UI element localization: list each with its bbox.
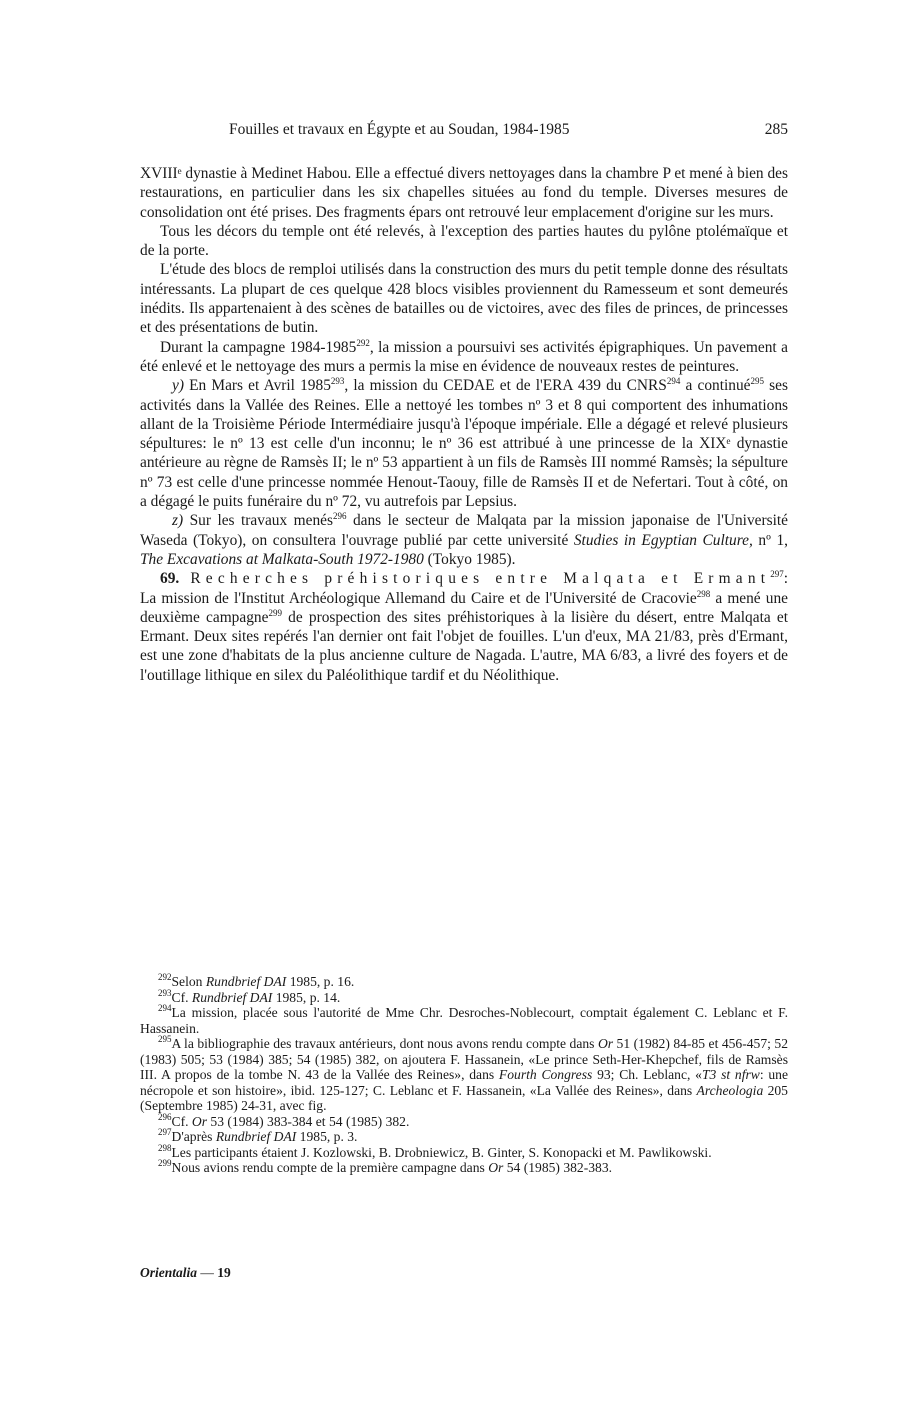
journal-title: Or xyxy=(191,1113,207,1129)
journal-title: Or xyxy=(488,1160,504,1175)
text-run: : une nécropole et son histoire», ibid. 125-127; C. Leblanc et F. Hassanein, «La Vallée des Reines», dans xyxy=(140,1067,788,1098)
footnote-number: 292 xyxy=(158,972,172,982)
item-label: y) xyxy=(172,377,184,395)
text-run: Sur les travaux menés xyxy=(183,512,333,530)
journal-title: Or xyxy=(597,1036,614,1051)
footnote-ref: 298 xyxy=(696,588,711,599)
paragraph xyxy=(140,338,788,377)
text-run: L'étude des blocs de remploi utilisés dans la construction des murs du petit temple donne des résultats intéressants. La plupart de ces quelque 428 blocs visibles proviennent du Ramesseum et sont demeurés inédits. Ils appartenaient à des scènes de batailles ou de victoires, avec des files de princes, de princesses et des présentations de butin. xyxy=(140,261,788,337)
text-run: 54 (1985) 382-383. xyxy=(503,1160,613,1175)
transliteration: T3 st nfrw xyxy=(701,1067,760,1082)
footnote xyxy=(140,974,788,990)
paragraph xyxy=(140,511,788,569)
text-run: 205 (Septembre 1985) 24-31, avec fig. xyxy=(140,1082,788,1113)
footnotes xyxy=(140,974,788,1176)
text-run: Cf. xyxy=(171,989,192,1005)
text-run: 51 (1982) 84-85 et 456-457; 52 (1983) 505; 53 (1984) 385; 54 (1985) 382, on ajoutera F. Hassanein, «Le prince Seth-Her-Khepchef, fils de Ramsès III. A propos de la tombe N. 43 de la Vallée des Reines», dans xyxy=(140,1036,788,1082)
text-run: Durant la campagne 1984-1985 xyxy=(160,338,357,356)
book-title: The Excavations at Malkata-South 1972-1980 xyxy=(140,550,424,568)
text-run: 53 (1984) 383-384 et 54 (1985) 382. xyxy=(207,1113,410,1129)
footnote-number: 294 xyxy=(158,1003,172,1013)
paragraph xyxy=(140,569,788,685)
page-number: 285 xyxy=(764,121,788,138)
text-run: : La mission de l'Institut Archéologique Allemand du Caire et de l'Université de Cracovie xyxy=(140,570,788,607)
paragraph xyxy=(140,376,788,511)
text-run: 1985, p. 3. xyxy=(296,1129,358,1144)
footnote xyxy=(140,1036,788,1114)
text-run: Nous avions rendu compte de la première campagne dans xyxy=(171,1160,489,1175)
text-run: a mené une deuxième campagne xyxy=(140,589,788,626)
text-run: Les participants étaient J. Kozlowski, B. Drobniewicz, B. Ginter, S. Konopacki et M. Pawlikowski. xyxy=(171,1144,712,1160)
footnote-number: 298 xyxy=(158,1142,172,1153)
text-run: 93; Ch. Leblanc, « xyxy=(592,1067,702,1082)
journal-title: Archeologia xyxy=(696,1082,764,1098)
item-label: z) xyxy=(172,512,184,530)
text-run: Cf. xyxy=(171,1113,192,1129)
paragraph xyxy=(140,260,788,337)
footnote-number: 299 xyxy=(158,1158,172,1168)
text-run: nº 1, xyxy=(752,531,788,549)
footnote-ref: 294 xyxy=(666,376,681,387)
text-run: (Tokyo 1985). xyxy=(423,550,516,568)
footnote xyxy=(140,1111,788,1130)
signature-footer xyxy=(140,1265,231,1281)
text-run: A la bibliographie des travaux antérieurs, dont nous avons rendu compte dans xyxy=(171,1036,598,1051)
footnote xyxy=(140,1005,788,1036)
paragraph xyxy=(140,222,788,261)
journal-title: Rundbrief DAI xyxy=(215,1129,297,1144)
text-run: 1985, p. 14. xyxy=(272,989,341,1005)
footnote-ref: 297 xyxy=(770,569,784,580)
text-run: Selon xyxy=(171,974,206,989)
footnote xyxy=(140,1129,788,1145)
footnote-ref: 293 xyxy=(330,376,345,387)
running-title: Fouilles et travaux en Égypte et au Soudan, 1984-1985 xyxy=(229,121,570,138)
footnote-ref: 295 xyxy=(750,376,764,387)
text-run: , la mission a poursuivi ses activités épigraphiques. Un pavement a été enlevé et le nettoyage des murs a permis la mise en évidence de nouveaux restes de peintures. xyxy=(140,338,788,375)
text-run: En Mars et Avril 1985 xyxy=(183,377,331,395)
footnote xyxy=(140,1160,788,1176)
journal-title: Fourth Congress xyxy=(498,1067,593,1082)
main-text xyxy=(140,164,788,685)
paragraph xyxy=(140,164,788,222)
sheet-number: 19 xyxy=(217,1265,231,1280)
footnote xyxy=(140,1142,788,1161)
journal-title: Rundbrief DAI xyxy=(191,989,273,1005)
footnote-ref: 292 xyxy=(356,337,370,348)
journal-title: Rundbrief DAI xyxy=(205,974,287,989)
footnote-number: 293 xyxy=(158,987,172,998)
text-run: dans le secteur de Malqata par la mission japonaise de l'Université Waseda (Tokyo), on consultera l'ouvrage publié par cette université xyxy=(140,512,788,549)
book-title: Studies in Egyptian Culture, xyxy=(573,531,753,549)
text-run: , la mission du CEDAE et de l'ERA 439 du CNRS xyxy=(344,377,667,395)
footnote xyxy=(140,987,788,1006)
footer-separator: — xyxy=(197,1265,218,1280)
footnote-ref: 296 xyxy=(332,511,347,522)
footnote-ref: 299 xyxy=(268,607,282,618)
text-run: D'après xyxy=(171,1129,216,1144)
text-run: XVIIIᵉ dynastie à Medinet Habou. Elle a effectué divers nettoyages dans la chambre P et mené à bien des restaurations, en particulier dans les six chapelles situées au fond du temple. Diverses mesures de consolidation ont été prises. Des fragments épars ont retrouvé leur emplacement d'origine sur les murs. xyxy=(140,165,788,221)
text-run: ses activités dans la Vallée des Reines. Elle a nettoyé les tombes nº 3 et 8 qui comportent des inhumations allant de la Troisième Période Intermédiaire jusqu'à l'époque impériale. Elle a dégagé et relevé plusieurs sépultures: le nº 13 est celle d'un inconnu; le nº 36 est attribué à une princesse de la XIXᵉ dynastie antérieure au règne de Ramsès II; le nº 53 appartient à un fils de Ramsès III nommé Ramsès; la sépulture nº 73 est celle d'une princesse nommée Henout-Taouy, fille de Ramsès II et de Nefertari. Tout à côté, on a dégagé le puits funéraire du nº 72, vu autrefois par Lepsius. xyxy=(140,377,788,511)
text-run: de prospection des sites préhistoriques à la lisière du désert, entre Malqata et Ermant. Deux sites repérés l'an dernier ont fait l'objet de fouilles. L'un d'eux, MA 21/83, près d'Ermant, est une zone d'habitats de la plus ancienne culture de Nagada. L'autre, MA 6/83, a livré des foyers et de l'outillage lithique en silex du Paléolithique tardif et du Néolithique. xyxy=(140,608,789,684)
footnote-number: 296 xyxy=(158,1111,172,1122)
journal-name: Orientalia xyxy=(140,1265,198,1280)
footnote-number: 297 xyxy=(158,1127,172,1137)
section-number: 69. xyxy=(160,570,180,588)
text-run: 1985, p. 16. xyxy=(286,974,355,989)
running-header xyxy=(140,121,788,141)
text-run: Tous les décors du temple ont été relevés, à l'exception des parties hautes du pylône ptolémaïque et de la porte. xyxy=(140,222,788,260)
text-run: La mission, placée sous l'autorité de Mme Chr. Desroches-Noblecourt, comptait également C. Leblanc et F. Hassanein. xyxy=(140,1005,788,1036)
footnote-number: 295 xyxy=(158,1034,172,1044)
text-run: a continué xyxy=(680,377,751,395)
section-heading: Recherches préhistoriques entre Malqata et Ermant xyxy=(179,570,771,588)
